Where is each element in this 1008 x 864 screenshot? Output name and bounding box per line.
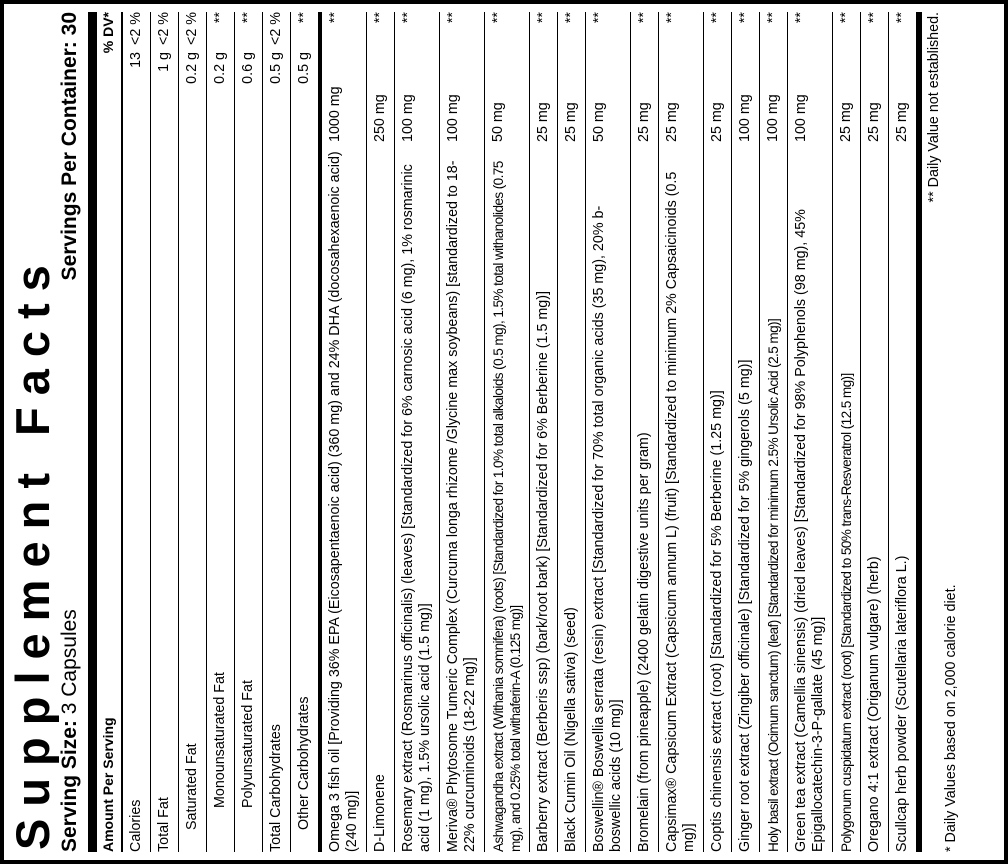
nutrient-dv: <2 % — [184, 12, 200, 45]
ingredient-name: Polygonum cuspidatum extract (root) [Standardized to 50% trans-Resveratrol (12.5 mg)] — [839, 373, 854, 852]
ingredient-dv: ** — [591, 12, 607, 24]
ingredient-dv: ** — [709, 12, 725, 24]
ingredient-row — [704, 12, 732, 852]
nutrient-amount: 0.5 g — [296, 52, 312, 84]
ingredient-name: D-Limonene — [372, 774, 388, 852]
nutrient-dv: ** — [240, 12, 256, 24]
serving-size-value: 3 Capsules — [58, 609, 81, 715]
nutrient-amount: 1 g — [156, 52, 172, 72]
ingredient-row — [485, 12, 530, 852]
nutrient-row-other-carbohydrates — [291, 12, 322, 852]
nutrient-name: Polyunsaturated Fat — [240, 680, 256, 808]
nutrient-row-polyunsaturated-fat — [235, 12, 263, 852]
ingredient-name: Ashwagandha extract (Withania somnifera) (roots) [Standardized for 1.0% total alkaloids (0.5 mg), 1.5% total withanolides (0.75 mg), and 0.25% total withaferin-A (0.125 mg)] — [491, 161, 523, 852]
servings-line — [58, 12, 97, 852]
nutrient-row-saturated-fat — [179, 12, 207, 852]
ingredient-amount: 25 mg — [636, 102, 652, 142]
nutrient-row-total-carbohydrates — [263, 12, 291, 852]
nutrient-name: Total Carbohydrates — [268, 724, 284, 852]
ingredient-dv: ** — [894, 12, 910, 24]
nutrient-amount: 0.6 g — [240, 52, 256, 84]
ingredient-amount: 250 mg — [372, 94, 388, 142]
ingredient-dv: ** — [563, 12, 579, 24]
ingredient-name: Black Cumin Oil (Nigella sativa) (seed) — [563, 607, 579, 852]
nutrient-name: Total Fat — [156, 797, 172, 852]
serving-size — [58, 609, 82, 852]
ingredient-row — [861, 12, 889, 852]
ingredient-amount: 25 mg — [664, 102, 680, 142]
ingredient-row — [367, 12, 395, 852]
nutrient-name: Monounsaturated Fat — [212, 672, 228, 808]
ingredient-row — [659, 12, 704, 852]
ingredient-row — [586, 12, 631, 852]
ingredient-row — [395, 12, 440, 852]
ingredient-dv: ** — [327, 12, 343, 24]
ingredient-dv: ** — [400, 12, 416, 24]
nutrient-amount: 13 — [128, 52, 144, 68]
servings-per-container-label: Servings Per Container: — [58, 41, 81, 281]
ingredient-name: Meriva® Phytosome Tumeric Complex (Curcuma longa rhizome /Glycine max soybeans) [standardized to 18-22% curcuminoids (18-22 mg)] — [445, 160, 478, 852]
ingredient-dv: ** — [838, 12, 854, 24]
ingredient-name: Omega 3 fish oil [Providing 36% EPA (Eicosapentaenoic acid) (360 mg) and 24% DHA (docosahexaenoic acid) (240 mg)] — [327, 151, 360, 852]
dv-not-established-note: ** Daily Value not established. — [926, 12, 942, 203]
ingredient-row — [760, 12, 788, 852]
ingredient-name: Oregano 4:1 extract (Origanum vulgare) (herb) — [866, 556, 882, 852]
servings-per-container — [58, 12, 82, 280]
servings-per-container-value: 30 — [58, 12, 81, 36]
ingredient-amount: 25 mg — [535, 102, 551, 142]
ingredient-name: Boswellin® Boswellia serrata (resin) extract [Standardized for 70% total organic acids (35 mg), 20% b-boswellic acids (10 mg)] — [591, 205, 624, 852]
ingredient-dv: ** — [664, 12, 680, 24]
ingredient-row — [322, 12, 367, 852]
nutrient-amount: 0.2 g — [184, 52, 200, 84]
amount-per-serving-header: Amount Per Serving — [100, 717, 116, 852]
ingredient-amount: 100 mg — [737, 94, 753, 142]
ingredient-dv: ** — [535, 12, 551, 24]
ingredient-row — [530, 12, 558, 852]
nutrient-amount: 0.5 g — [268, 52, 284, 84]
nutrient-name: Saturated Fat — [184, 743, 200, 830]
ingredient-name: Rosemary extract (Rosmarinus officinalis) (leaves) [Standardized for 6% carnosic acid (6 mg), 1% rosmarinic acid (1 mg), 1.5% ursolic acid (1.5 mg)] — [400, 164, 433, 852]
nutrient-name: Other Carbohydrates — [296, 696, 312, 830]
ingredient-amount: 100 mg — [793, 94, 809, 142]
ingredient-dv: ** — [636, 12, 652, 24]
ingredient-amount: 100 mg — [400, 94, 416, 142]
ingredient-name: Bromelain (from pineapple) (2400 gelatin digestive units per gram) — [636, 432, 652, 852]
ingredient-row — [833, 12, 861, 852]
ingredient-name: Holy basil extract (Ocimum sanctum) (leaf) [Standardized for minimum 2.5% Ursolic Acid (2.5 mg)] — [766, 318, 781, 852]
ingredient-amount: 1000 mg — [327, 86, 343, 142]
daily-values-note: * Daily Values based on 2,000 calorie diet. — [943, 584, 959, 852]
ingredient-name: Scullcap herb powder (Scutellaria lateriflora L.) — [894, 555, 910, 852]
column-header-row — [97, 12, 123, 852]
ingredient-name: Ginger root extract (Zingiber officinale) [Standardized for 5% gingerols (5 mg)] — [737, 359, 753, 852]
ingredient-name: Barberry extract (Berberis ssp) (bark/root bark) [Standardized for 6% Berberine (1.5 mg)] — [535, 291, 551, 852]
ingredient-amount: 25 mg — [838, 102, 854, 142]
nutrient-amount: 0.2 g — [212, 52, 228, 84]
ingredient-amount: 50 mg — [490, 102, 506, 142]
panel-title: Supplement Facts — [6, 253, 59, 850]
ingredient-dv: ** — [793, 12, 809, 24]
ingredient-row — [732, 12, 760, 852]
ingredient-dv: ** — [866, 12, 882, 24]
ingredient-amount: 25 mg — [894, 102, 910, 142]
ingredient-dv: ** — [765, 12, 781, 24]
nutrient-dv: ** — [212, 12, 228, 24]
ingredient-row — [631, 12, 659, 852]
serving-size-label: Serving Size: — [58, 720, 81, 852]
ingredient-amount: 25 mg — [563, 102, 579, 142]
nutrient-dv: <2 % — [128, 12, 144, 45]
ingredient-dv: ** — [372, 12, 388, 24]
ingredient-row — [558, 12, 586, 852]
ingredient-name: Coptis chinensis extract (root) [Standardized for 5% Berberine (1.25 mg)] — [709, 390, 725, 852]
ingredient-dv: ** — [445, 12, 461, 24]
nutrient-name: Calories — [128, 799, 144, 852]
ingredient-amount: 100 mg — [445, 94, 461, 142]
ingredient-name: Green tea extract (Camellia sinensis) (dried leaves) [Standardized for 98% Polyphenols (98 mg), 45% Epigallocatechin-3-P-gallate (45 mg)] — [793, 209, 826, 852]
ingredient-amount: 25 mg — [866, 102, 882, 142]
ingredient-row — [788, 12, 833, 852]
ingredient-row — [889, 12, 922, 852]
nutrient-dv: <2 % — [268, 12, 284, 45]
nutrient-row-monounsaturated-fat — [207, 12, 235, 852]
nutrient-row-calories — [123, 12, 151, 852]
ingredient-amount: 25 mg — [709, 102, 725, 142]
ingredient-name: Capsimax® Capsicum Extract (Capsicum annum L) (fruit) [Standardized to minimum 2% Capsaicinoids (0.5 mg)] — [664, 171, 697, 852]
ingredient-dv: ** — [490, 12, 506, 24]
footnotes — [922, 12, 960, 852]
dv-header: % DV* — [100, 12, 116, 54]
nutrient-dv: <2 % — [156, 12, 172, 45]
ingredient-amount: 100 mg — [765, 94, 781, 142]
ingredient-row — [440, 12, 485, 852]
ingredient-dv: ** — [737, 12, 753, 24]
nutrient-row-total-fat — [151, 12, 179, 852]
ingredient-amount: 50 mg — [591, 102, 607, 142]
nutrient-dv: ** — [296, 12, 312, 24]
